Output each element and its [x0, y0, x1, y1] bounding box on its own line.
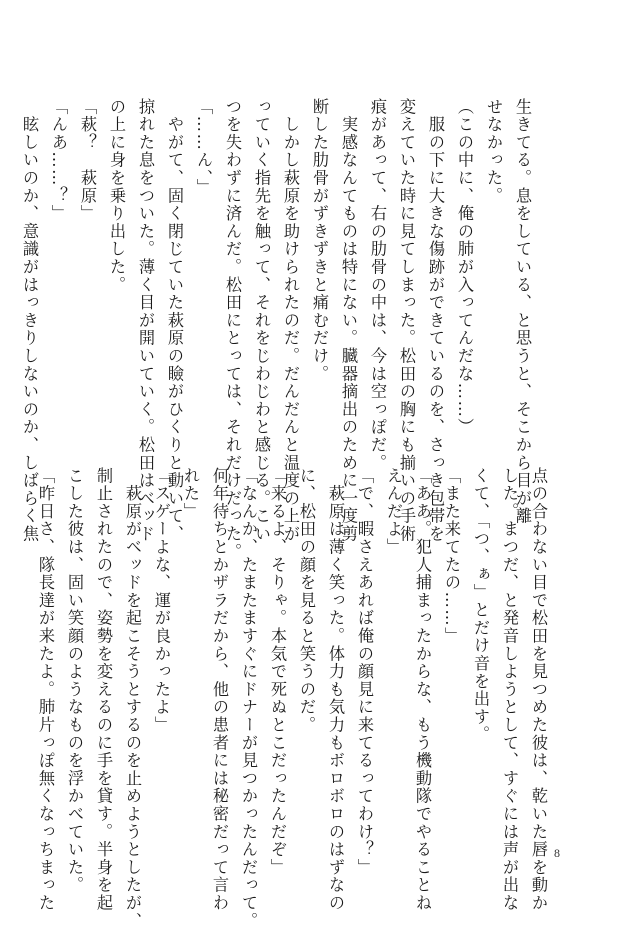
lower-text-line: 「スゲーよな、運が良かったよ」 — [152, 467, 171, 734]
upper-text-line: （この中に、俺の肺が入ってんだな……） — [455, 98, 474, 437]
lower-text-line: こした彼は、固い笑顔のようなものを浮かべていた。 — [65, 467, 84, 895]
lower-text-line: 萩原は薄く笑った。体力も気力もボロボロのはずなの — [326, 467, 345, 912]
lower-text-line: 何年待ちとかザラだから、他の患者には秘密だって言わ — [210, 467, 229, 912]
lower-text-line: 萩原がベッドを起こそうとするのを止めようとしたが、 — [123, 467, 142, 930]
upper-text-line: の上に身を乗り出した。 — [107, 98, 126, 294]
upper-text-line: 実感なんてものは特にない。臓器摘出のために一度剪 — [339, 98, 358, 543]
lower-text-block — [36, 467, 553, 930]
upper-text-line: 「萩？ 萩原」 — [78, 98, 97, 223]
upper-text-line: 「……ん、」 — [194, 98, 213, 197]
upper-text-line: 変えていた時に見てしまった。松田の胸にも揃いの手術 — [397, 98, 416, 543]
upper-text-line: しかし萩原を助けられたのだ。だんだんと温度の上が — [281, 98, 300, 543]
upper-text-line: 生きてる。息をしている、と思うと、そこから目が離 — [513, 98, 532, 526]
lower-text-line: 「で、暇さえあれば俺の顔見に来てるってわけ？」 — [355, 467, 374, 877]
upper-text-line: っていく指先を触って、それをじわじわと感じる。こい — [252, 98, 271, 543]
upper-text-line: やがて、固く閉じていた萩原の瞼がひくりと動いて、 — [165, 98, 184, 543]
lower-text-line: した。まつだ、と発音しようとして、すぐには声が出な — [500, 467, 519, 912]
lower-text-line: 「ああ。犯人捕まったからな、もう機動隊でやることね — [413, 467, 432, 912]
lower-text-line: 点の合わない目で松田を見つめた彼は、乾いた唇を動か — [529, 467, 548, 912]
lower-text-line: くて、「つ、ぁ」とだけ音を出す。 — [471, 467, 490, 744]
page-number: 8 — [554, 846, 560, 860]
upper-text-line: 痕があって、右の肋骨の中は、今は空っぽだ。 — [368, 98, 387, 472]
lower-text-line: 「昨日さ、隊長達が来たよ。肺片っぽ無くなっちまった — [36, 467, 55, 912]
upper-text-line: 断した肋骨がずきずきと痛むだけ。 — [310, 98, 329, 383]
lower-text-line: に、松田の顔を見ると笑うのだ。 — [297, 467, 316, 734]
lower-text-line: 「また来てたの……」 — [442, 467, 461, 645]
lower-text-line: 「なんか、たまたますぐにドナーが見つかったんだって。 — [239, 467, 258, 930]
lower-text-line: えんだよ」 — [384, 467, 403, 556]
upper-text-line: 服の下に大きな傷跡ができているのを、さっき包帯を — [426, 98, 445, 543]
upper-text-line: 眩しいのか、意識がはっきりしないのか、しばらく焦 — [20, 98, 39, 543]
upper-text-line: つを失わずに済んだ。松田にとっては、それだけだった。 — [223, 98, 242, 561]
lower-text-line: 制止されたので、姿勢を変えるのに手を貸す。半身を起 — [94, 467, 113, 912]
lower-text-line: 「来るよ、そりゃ。本気で死ぬとこだったんだぞ」 — [268, 467, 287, 877]
upper-text-line: せなかった。 — [484, 98, 503, 205]
upper-text-line: 掠れた息をついた。薄く目が開いていく。松田はベッド — [136, 98, 155, 543]
upper-text-line: 「んあ……？」 — [49, 98, 68, 223]
lower-text-line: れた」 — [181, 467, 200, 521]
